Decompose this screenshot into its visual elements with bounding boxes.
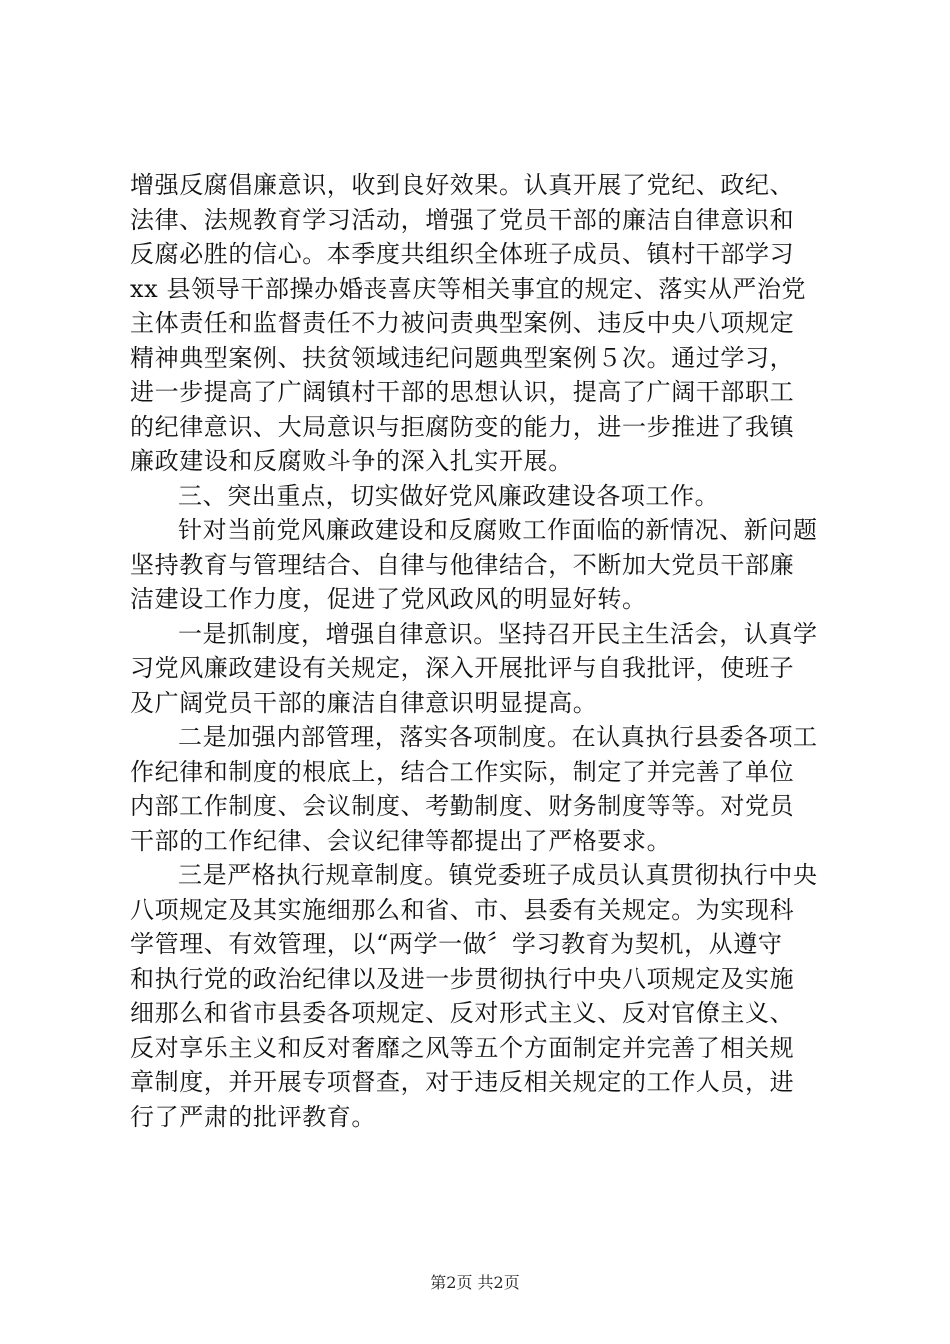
text-line: 的纪律意识、大局意识与拒腐防变的能力，进一步推进了我镇	[130, 412, 795, 441]
text-line: 二是加强内部管理，落实各项制度。在认真执行县委各项工	[178, 723, 818, 751]
text-line: 内部工作制度、会议制度、考勤制度、财务制度等等。对党员	[130, 792, 795, 820]
text-line: 进一步提高了广阔镇村干部的思想认识，提高了广阔干部职工	[130, 378, 795, 406]
text-line: 章制度，并开展专项督查，对于违反相关规定的工作人员，进	[130, 1068, 795, 1096]
text-line: 干部的工作纪律、会议纪律等都提出了严格要求。	[130, 826, 672, 855]
text-line: 主体责任和监督责任不力被问责典型案例、违反中央八项规定	[130, 309, 795, 337]
text-line: 作纪律和制度的根底上，结合工作实际，制定了并完善了单位	[130, 757, 795, 786]
text-line: xx 县领导干部操办婚丧喜庆等相关事宜的规定、落实从严治党	[130, 274, 807, 303]
text-line: 增强反腐倡廉意识，收到良好效果。认真开展了党纪、政纪、	[130, 171, 795, 199]
text-line: 针对当前党风廉政建设和反腐败工作面临的新情况、新问题	[178, 516, 818, 544]
text-line: 反对享乐主义和反对奢靡之风等五个方面制定并完善了相关规	[130, 1033, 795, 1062]
text-line: 法律、法规教育学习活动，增强了党员干部的廉洁自律意识和	[130, 205, 795, 234]
text-line: 三、突出重点，切实做好党风廉政建设各项工作。	[178, 481, 720, 510]
text-line: 廉政建设和反腐败斗争的深入扎实开展。	[130, 447, 573, 475]
document-body	[130, 168, 820, 1134]
text-line: 和执行党的政治纪律以及进一步贯彻执行中央八项规定及实施	[130, 964, 795, 993]
text-line: 一是抓制度，增强自律意识。坚持召开民主生活会，认真学	[178, 619, 818, 648]
text-line: 行了严肃的批评教育。	[130, 1102, 376, 1131]
text-line: 八项规定及其实施细那么和省、市、县委有关规定。为实现科	[130, 895, 795, 924]
text-line: 三是严格执行规章制度。镇党委班子成员认真贯彻执行中央	[178, 861, 818, 889]
text-line: 坚持教育与管理结合、自律与他律结合，不断加大党员干部廉	[130, 550, 795, 579]
text-line: 习党风廉政建设有关规定，深入开展批评与自我批评，使班子	[130, 654, 795, 682]
text-line: 及广阔党员干部的廉洁自律意识明显提高。	[130, 688, 598, 717]
text-line: 洁建设工作力度，促进了党风政风的明显好转。	[130, 585, 647, 613]
text-line: 细那么和省市县委各项规定、反对形式主义、反对官僚主义、	[130, 999, 795, 1027]
text-line: 学管理、有效管理，以“两学一做〞学习教育为契机，从遵守	[130, 930, 783, 958]
text-line: 精神典型案例、扶贫领域违纪问题典型案例５次。通过学习，	[130, 343, 795, 372]
page-footer: 第2页 共2页	[430, 1273, 520, 1292]
text-line: 反腐必胜的信心。本季度共组织全体班子成员、镇村干部学习	[130, 240, 795, 268]
